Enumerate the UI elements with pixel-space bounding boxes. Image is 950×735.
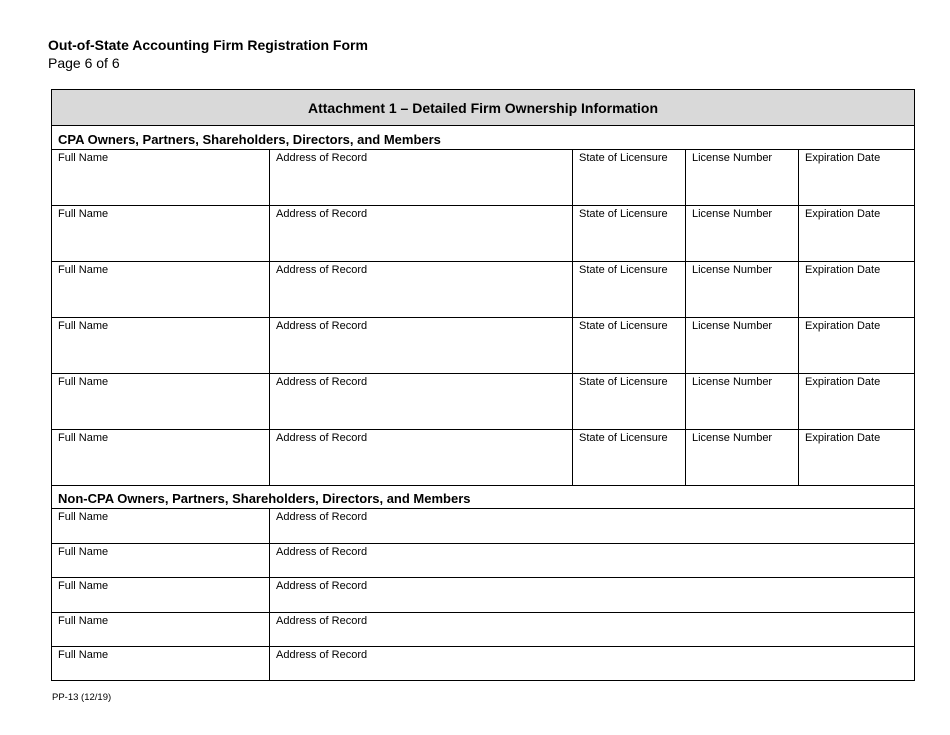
- row-divider: [52, 577, 914, 578]
- column-divider: [572, 317, 573, 373]
- cpa-full-name-field[interactable]: Full Name: [58, 376, 109, 388]
- column-divider: [798, 429, 799, 485]
- cpa-expiration-date-field[interactable]: Expiration Date: [805, 376, 881, 388]
- row-divider: [52, 205, 914, 206]
- cpa-license-number-field[interactable]: License Number: [692, 208, 773, 220]
- ownership-attachment-table: [51, 89, 915, 681]
- cpa-license-number-field[interactable]: License Number: [692, 152, 773, 164]
- cpa-address-of-record-field[interactable]: Address of Record: [276, 208, 368, 220]
- row-divider: [52, 429, 914, 430]
- cpa-state-of-licensure-field[interactable]: State of Licensure: [579, 376, 668, 388]
- non-cpa-full-name-field[interactable]: Full Name: [58, 614, 109, 627]
- divider: [52, 149, 914, 150]
- divider: [52, 508, 914, 509]
- attachment-title: Attachment 1 – Detailed Firm Ownership Information: [52, 90, 914, 126]
- cpa-license-number-field[interactable]: License Number: [692, 264, 773, 276]
- row-divider: [52, 485, 914, 486]
- column-divider: [269, 577, 270, 612]
- column-divider: [685, 317, 686, 373]
- column-divider: [685, 205, 686, 261]
- cpa-address-of-record-field[interactable]: Address of Record: [276, 152, 368, 164]
- cpa-address-of-record-field[interactable]: Address of Record: [276, 376, 368, 388]
- column-divider: [798, 317, 799, 373]
- non-cpa-address-of-record-field[interactable]: Address of Record: [276, 545, 368, 558]
- non-cpa-full-name-field[interactable]: Full Name: [58, 580, 109, 593]
- non-cpa-address-of-record-field[interactable]: Address of Record: [276, 580, 368, 593]
- non-cpa-full-name-field[interactable]: Full Name: [58, 545, 109, 558]
- cpa-state-of-licensure-field[interactable]: State of Licensure: [579, 152, 668, 164]
- cpa-address-of-record-field[interactable]: Address of Record: [276, 264, 368, 276]
- row-divider: [52, 646, 914, 647]
- cpa-expiration-date-field[interactable]: Expiration Date: [805, 320, 881, 332]
- cpa-full-name-field[interactable]: Full Name: [58, 152, 109, 164]
- column-divider: [572, 149, 573, 205]
- cpa-license-number-field[interactable]: License Number: [692, 376, 773, 388]
- cpa-full-name-field[interactable]: Full Name: [58, 264, 109, 276]
- cpa-state-of-licensure-field[interactable]: State of Licensure: [579, 432, 668, 444]
- column-divider: [798, 261, 799, 317]
- column-divider: [269, 612, 270, 647]
- cpa-expiration-date-field[interactable]: Expiration Date: [805, 264, 881, 276]
- column-divider: [685, 149, 686, 205]
- cpa-full-name-field[interactable]: Full Name: [58, 432, 109, 444]
- column-divider: [798, 149, 799, 205]
- cpa-full-name-field[interactable]: Full Name: [58, 320, 109, 332]
- cpa-state-of-licensure-field[interactable]: State of Licensure: [579, 320, 668, 332]
- column-divider: [685, 429, 686, 485]
- column-divider: [269, 317, 270, 373]
- cpa-address-of-record-field[interactable]: Address of Record: [276, 320, 368, 332]
- column-divider: [269, 373, 270, 429]
- row-divider: [52, 612, 914, 613]
- column-divider: [269, 205, 270, 261]
- cpa-expiration-date-field[interactable]: Expiration Date: [805, 152, 881, 164]
- cpa-expiration-date-field[interactable]: Expiration Date: [805, 432, 881, 444]
- column-divider: [572, 205, 573, 261]
- cpa-expiration-date-field[interactable]: Expiration Date: [805, 208, 881, 220]
- row-divider: [52, 261, 914, 262]
- cpa-full-name-field[interactable]: Full Name: [58, 208, 109, 220]
- non-cpa-section-title: Non-CPA Owners, Partners, Shareholders, Directors, and Members: [58, 491, 471, 506]
- non-cpa-address-of-record-field[interactable]: Address of Record: [276, 649, 368, 662]
- cpa-section-title: CPA Owners, Partners, Shareholders, Directors, and Members: [58, 132, 441, 147]
- column-divider: [269, 429, 270, 485]
- non-cpa-full-name-field[interactable]: Full Name: [58, 649, 109, 662]
- non-cpa-full-name-field[interactable]: Full Name: [58, 511, 109, 523]
- cpa-license-number-field[interactable]: License Number: [692, 432, 773, 444]
- page-number: Page 6 of 6: [48, 55, 120, 71]
- column-divider: [269, 508, 270, 543]
- non-cpa-address-of-record-field[interactable]: Address of Record: [276, 614, 368, 627]
- column-divider: [572, 261, 573, 317]
- cpa-state-of-licensure-field[interactable]: State of Licensure: [579, 264, 668, 276]
- column-divider: [269, 646, 270, 681]
- form-id-footer: PP-13 (12/19): [52, 692, 112, 703]
- column-divider: [572, 429, 573, 485]
- column-divider: [798, 205, 799, 261]
- column-divider: [572, 373, 573, 429]
- cpa-license-number-field[interactable]: License Number: [692, 320, 773, 332]
- column-divider: [685, 373, 686, 429]
- column-divider: [798, 373, 799, 429]
- row-divider: [52, 543, 914, 544]
- form-title: Out-of-State Accounting Firm Registration Form: [48, 37, 368, 53]
- column-divider: [269, 543, 270, 578]
- cpa-state-of-licensure-field[interactable]: State of Licensure: [579, 208, 668, 220]
- non-cpa-address-of-record-field[interactable]: Address of Record: [276, 511, 368, 523]
- row-divider: [52, 373, 914, 374]
- cpa-address-of-record-field[interactable]: Address of Record: [276, 432, 368, 444]
- column-divider: [269, 261, 270, 317]
- row-divider: [52, 317, 914, 318]
- column-divider: [685, 261, 686, 317]
- column-divider: [269, 149, 270, 205]
